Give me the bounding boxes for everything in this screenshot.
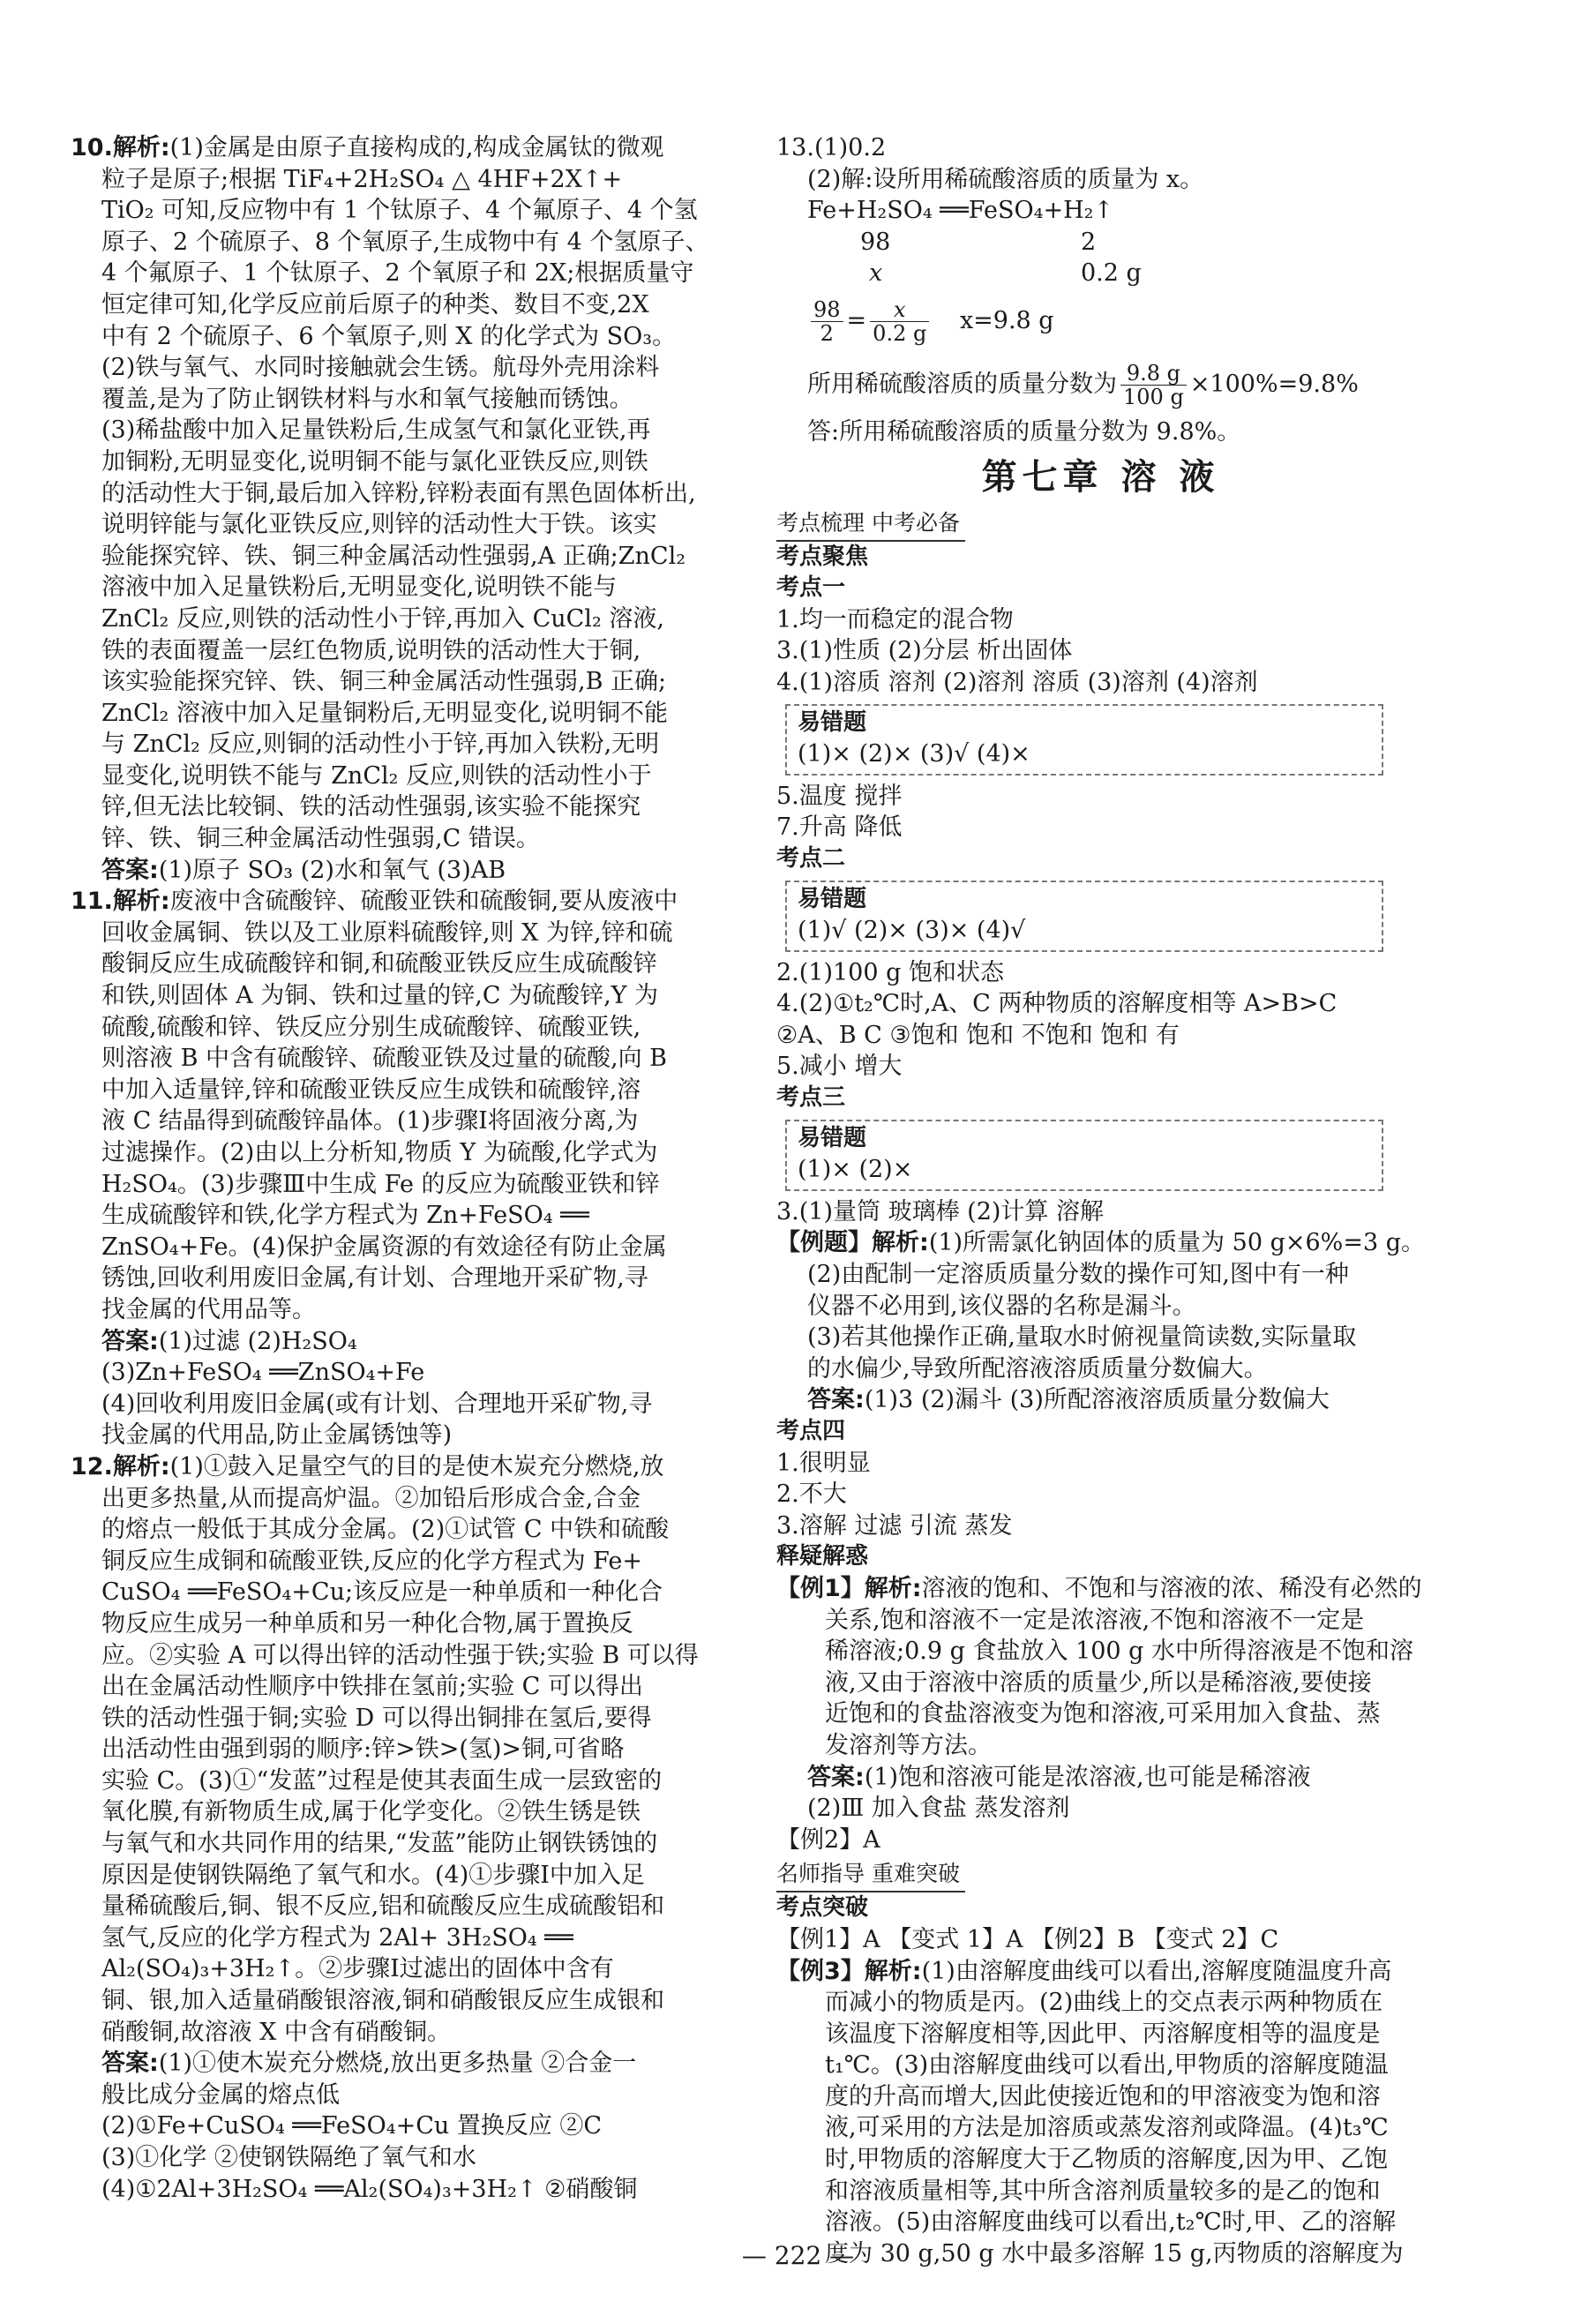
left-text-line: 该实验能探究锌、铁、铜三种金属活动性强弱,B 正确;	[101, 668, 667, 696]
left-text-line: 找金属的代用品,防止金属锈蚀等)	[101, 1421, 453, 1450]
q13-percentage	[776, 353, 1425, 416]
left-text-line: 生成硫酸锌和铁,化学方程式为 Zn+FeSO₄ ══	[101, 1202, 589, 1230]
left-text-line: 显变化,说明铁不能与 ZnCl₂ 反应,则铁的活动性小于	[101, 761, 652, 790]
left-text-line: Al₂(SO₄)₃+3H₂↑。②步骤Ⅰ过滤出的固体中含有	[101, 1955, 614, 1983]
point3-line: 答案:(1)3 (2)漏斗 (3)所配溶液溶质质量分数偏大	[807, 1386, 1330, 1414]
left-text-line: 氧化膜,有新物质生成,属于化学变化。②铁生锈是铁	[101, 1798, 641, 1826]
breakthrough-line: 【例3】解析:(1)由溶解度曲线可以看出,溶解度随温度升高	[776, 1957, 1392, 1985]
point3-line: (3)若其他操作正确,量取水时俯视量筒读数,实际量取	[807, 1323, 1357, 1352]
point2-line: ②A、B C ③饱和 饱和 不饱和 饱和 有	[776, 1021, 1180, 1049]
chapter-title: 第七章 溶 液	[981, 455, 1220, 498]
left-text-line: 验能探究锌、铁、铜三种金属活动性强弱,A 正确;ZnCl₂	[101, 542, 686, 570]
left-text-line: 则溶液 B 中含有硫酸锌、硫酸亚铁及过量的硫酸,向 B	[101, 1045, 668, 1073]
pct-label: 所用稀硫酸溶质的质量分数为	[807, 370, 1117, 398]
left-text-line: 中加入适量锌,锌和硫酸亚铁反应生成铁和硫酸锌,溶	[101, 1076, 641, 1104]
point3-line: 的水偏少,导致所配溶液溶质质量分数偏大。	[807, 1354, 1268, 1383]
left-text-line: 锌、铁、铜三种金属活动性强弱,C 错误。	[101, 825, 540, 853]
breakthrough-line: 时,甲物质的溶解度大于乙物质的溶解度,因为甲、乙饱	[825, 2146, 1389, 2174]
point1-more-line: 5.温度 搅拌	[776, 782, 903, 810]
clarify-line: 发溶剂等方法。	[825, 1731, 992, 1759]
point4-lines	[776, 1448, 1425, 1542]
left-text-line: 回收金属铜、铁以及工业原料硫酸锌,则 X 为锌,锌和硫	[101, 918, 673, 947]
left-text-line: 铁的活动性强于铜;实验 D 可以得出铜排在氢后,要得	[101, 1704, 652, 1732]
left-text-line: 粒子是原子;根据 TiF₄+2H₂SO₄ △ 4HF+2X↑+	[101, 165, 623, 193]
breakthrough-lines	[776, 1924, 1425, 2270]
left-text-line: 锌,但无法比较铜、铁的活动性强弱,该实验不能探究	[101, 793, 641, 821]
left-text-line: ZnCl₂ 溶液中加入足量铜粉后,无明显变化,说明铜不能	[101, 699, 669, 727]
right-column	[776, 132, 1425, 2269]
left-text-line: 硝酸铜,故溶液 X 中含有硝酸铜。	[101, 2018, 451, 2046]
equals-sign: =	[846, 306, 867, 334]
left-text-line: 11.解析:废液中含硫酸锌、硫酸亚铁和硫酸铜,要从废液中	[71, 888, 678, 916]
point1-line: 4.(1)溶质 溶剂 (2)溶剂 溶质 (3)溶剂 (4)溶剂	[776, 668, 1258, 696]
left-text-line: 的活动性大于铜,最后加入锌粉,锌粉表面有黑色固体析出,	[101, 479, 696, 507]
clarify-line: 答案:(1)饱和溶液可能是浓溶液,也可能是稀溶液	[807, 1763, 1311, 1791]
error-box-answers: (1)× (2)×	[798, 1156, 913, 1184]
left-text-line: ZnCl₂ 反应,则铁的活动性小于锌,再加入 CuCl₂ 溶液,	[101, 604, 664, 633]
q13-solution: x=9.8 g	[959, 306, 1054, 334]
clarify-line: 【例1】解析:溶液的饱和、不饱和与溶液的浓、稀没有必然的	[776, 1574, 1422, 1602]
left-text-line: 过滤操作。(2)由以上分析知,物质 Y 为硫酸,化学式为	[101, 1139, 658, 1166]
q13-mass-row	[776, 227, 1425, 259]
error-box-title: 易错题	[798, 885, 867, 912]
left-text-line: (4)①2Al+3H₂SO₄ ══Al₂(SO₄)₃+3H₂↑ ②硝酸铜	[101, 2175, 638, 2203]
left-text-line: 铜、银,加入适量硝酸银溶液,铜和硝酸银反应生成银和	[101, 1987, 665, 2015]
point4-line: 1.很明显	[776, 1449, 871, 1477]
left-text-line: 中有 2 个硫原子、6 个氧原子,则 X 的化学式为 SO₃。	[101, 322, 677, 350]
q13-var-row	[776, 258, 1425, 289]
breakthrough-line: 该温度下溶解度相等,因此甲、丙溶解度相等的温度是	[825, 2020, 1381, 2048]
left-text-line: 答案:(1)过滤 (2)H₂SO₄	[101, 1327, 357, 1355]
q13-answer: 答:所用稀硫酸溶质的质量分数为 9.8%。	[807, 417, 1241, 446]
left-text-line: 4 个氟原子、1 个钛原子、2 个氧原子和 2X;根据质量守	[101, 259, 694, 288]
q13-mass-2: 2	[1081, 228, 1097, 256]
q13-mass-98: 98	[860, 228, 891, 256]
point1-more-lines	[776, 781, 1425, 843]
section-bar-review: 考点梳理 中考必备	[776, 508, 965, 542]
left-text-line: 与 ZnCl₂ 反应,则铜的活动性小于锌,再加入铁粉,无明	[101, 731, 660, 759]
heading-breakthrough: 考点突破	[776, 1894, 869, 1922]
q13-equation: Fe+H₂SO₄ ══FeSO₄+H₂↑	[807, 197, 1114, 225]
breakthrough-line: 液,可采用的方法是加溶质或蒸发溶剂或降温。(4)t₃℃	[825, 2114, 1389, 2142]
heading-point3: 考点三	[776, 1084, 846, 1112]
left-text-line: CuSO₄ ══FeSO₄+Cu;该反应是一种单质和一种化合	[101, 1578, 663, 1607]
error-box-title: 易错题	[798, 708, 867, 736]
left-text-line: 说明锌能与氯化亚铁反应,则锌的活动性大于铁。该实	[101, 511, 657, 539]
left-text-line: 酸铜反应生成硫酸锌和铜,和硫酸亚铁反应生成硫酸锌	[101, 950, 657, 978]
point2-line: 4.(2)①t₂℃时,A、C 两种物质的溶解度相等 A>B>C	[776, 990, 1337, 1018]
clarify-lines	[776, 1573, 1425, 1855]
point3-line: 仪器不必用到,该仪器的名称是漏斗。	[807, 1292, 1196, 1320]
left-text-line: 铁的表面覆盖一层红色物质,说明铁的活动性大于铜,	[101, 636, 641, 664]
heading-focus: 考点聚焦	[776, 543, 869, 570]
clarify-line: 关系,饱和溶液不一定是浓溶液,不饱和溶液不一定是	[825, 1606, 1365, 1634]
left-text-line: 硫酸,硫酸和锌、铁反应分别生成硫酸锌、硫酸亚铁,	[101, 1013, 641, 1041]
left-text-line: 原子、2 个硫原子、8 个氧原子,生成物中有 4 个氢原子、	[101, 228, 709, 256]
left-text-line: 答案:(1)原子 SO₃ (2)水和氧气 (3)AB	[101, 856, 506, 884]
point3-line: (2)由配制一定溶质质量分数的操作可知,图中有一种	[807, 1261, 1349, 1289]
point1-lines	[776, 604, 1425, 699]
q13-var-02g: 0.2 g	[1081, 259, 1142, 288]
fraction: $\frac{9.8 g}{100 g}$	[1120, 362, 1187, 408]
error-box-2	[785, 881, 1383, 952]
point2-line: 2.(1)100 g 饱和状态	[776, 958, 1004, 986]
point2-line: 5.减小 增大	[776, 1053, 903, 1081]
point4-line: 2.不大	[776, 1480, 847, 1509]
point1-line: 3.(1)性质 (2)分层 析出固体	[776, 637, 1073, 665]
left-column	[71, 132, 709, 2205]
q13-var-x: x	[869, 259, 883, 288]
clarify-line: (2)Ⅲ 加入食盐 蒸发溶剂	[807, 1795, 1070, 1823]
fraction: $\frac{98}{2}$	[811, 298, 843, 345]
clarify-line: 【例2】A	[776, 1825, 880, 1854]
left-text-line: (3)Zn+FeSO₄ ══ZnSO₄+Fe	[101, 1359, 425, 1387]
left-text-line: ZnSO₄+Fe。(4)保护金属资源的有效途径有防止金属	[101, 1233, 667, 1261]
fraction: $\frac{x}{0.2 g}$	[870, 298, 929, 345]
left-text-line: (2)①Fe+CuSO₄ ══FeSO₄+Cu 置换反应 ②C	[101, 2112, 603, 2140]
heading-point1: 考点一	[776, 574, 846, 602]
point3-lines	[776, 1196, 1425, 1416]
left-text-line: 铜反应生成铜和硫酸亚铁,反应的化学方程式为 Fe+	[101, 1547, 643, 1575]
point1-more-line: 7.升高 降低	[776, 813, 903, 842]
heading-point4: 考点四	[776, 1418, 846, 1444]
error-box-answers: (1)× (2)× (3)√ (4)×	[798, 740, 1030, 768]
left-text-line: 出更多热量,从而提高炉温。②加铅后形成合金,合金	[101, 1484, 641, 1512]
error-box-title: 易错题	[798, 1124, 867, 1151]
left-text-line: 氢气,反应的化学方程式为 2Al+ 3H₂SO₄ ══	[101, 1923, 573, 1952]
left-text-line: 加铜粉,无明显变化,说明铜不能与氯化亚铁反应,则铁	[101, 447, 648, 476]
left-text-line: 物反应生成另一种单质和另一种化合物,属于置换反	[101, 1609, 633, 1638]
heading-point2: 考点二	[776, 844, 846, 872]
clarify-line: 液,又由于溶液中溶质的质量少,所以是稀溶液,要使接	[825, 1668, 1372, 1697]
left-text-line: 答案:(1)①使木炭充分燃烧,放出更多热量 ②合金一	[101, 2050, 637, 2078]
left-text-line: 应。②实验 A 可以得出锌的活动性强于铁;实验 B 可以得	[101, 1641, 699, 1669]
page-number-text: — 222 —	[741, 2241, 855, 2270]
point2-lines	[776, 957, 1425, 1083]
point1-line: 1.均一而稳定的混合物	[776, 605, 1014, 633]
point3-line: 3.(1)量筒 玻璃棒 (2)计算 溶解	[776, 1197, 1104, 1225]
breakthrough-line: 溶液。(5)由溶解度曲线可以看出,t₂℃时,甲、乙的溶解	[825, 2208, 1397, 2237]
point3-line: 【例题】解析:(1)所需氯化钠固体的质量为 50 g×6%=3 g。	[776, 1229, 1425, 1257]
left-text-line: 原因是使钢铁隔绝了氧气和水。(4)①步骤Ⅰ中加入足	[101, 1861, 645, 1889]
error-box-answers: (1)√ (2)× (3)× (4)√	[798, 917, 1026, 945]
heading-clarify: 释疑解惑	[776, 1543, 869, 1570]
section-bar-teacher: 名师指导 重难突破	[776, 1859, 965, 1893]
left-text-line: (4)回收利用废旧金属(或有计划、合理地开采矿物,寻	[101, 1390, 653, 1418]
left-text-line: 锈蚀,回收利用废旧金属,有计划、合理地开采矿物,寻	[101, 1264, 648, 1293]
left-text-line: (3)稀盐酸中加入足量铁粉后,生成氢气和氯化亚铁,再	[101, 416, 651, 445]
breakthrough-line: 而减小的物质是丙。(2)曲线上的交点表示两种物质在	[825, 1989, 1383, 2017]
left-text-line: 出活动性由强到弱的顺序:锌>铁>(氢)>铜,可省略	[101, 1735, 625, 1764]
left-text-line: 找金属的代用品等。	[101, 1295, 316, 1323]
left-text-line: 恒定律可知,化学反应前后原子的种类、数目不变,2X	[101, 290, 649, 319]
breakthrough-line: 和溶液质量相等,其中所含溶剂质量较多的是乙的饱和	[825, 2177, 1381, 2205]
error-box-1	[785, 704, 1383, 776]
left-text-line: 覆盖,是为了防止钢铁材料与水和氧气接触而锈蚀。	[101, 385, 633, 413]
pct-result: ×100%=9.8%	[1189, 370, 1359, 398]
left-text-line: 12.解析:(1)①鼓入足量空气的目的是使木炭充分燃烧,放	[71, 1452, 664, 1480]
left-text-line: 的熔点一般低于其成分金属。(2)①试管 C 中铁和硫酸	[101, 1516, 670, 1544]
clarify-line: 稀溶液;0.9 g 食盐放入 100 g 水中所得溶液是不饱和溶	[825, 1638, 1414, 1666]
left-text-line: 出在金属活动性顺序中铁排在氢前;实验 C 可以得出	[101, 1673, 643, 1701]
left-text-line: 和铁,则固体 A 为铜、铁和过量的锌,C 为硫酸锌,Y 为	[101, 982, 659, 1010]
left-text-line: H₂SO₄。(3)步骤Ⅲ中生成 Fe 的反应为硫酸亚铁和锌	[101, 1170, 660, 1198]
left-text-line: 实验 C。(3)①“发蓝”过程是使其表面生成一层致密的	[101, 1766, 663, 1795]
left-text-line: 液 C 结晶得到硫酸锌晶体。(1)步骤Ⅰ将固液分离,为	[101, 1107, 639, 1136]
left-text-line: 溶液中加入足量铁粉后,无明显变化,说明铁不能与	[101, 573, 618, 602]
breakthrough-line: 度的升高而增大,因此使接近饱和的甲溶液变为饱和溶	[825, 2082, 1381, 2110]
left-text-line: TiO₂ 可知,反应物中有 1 个钛原子、4 个氟原子、4 个氢	[101, 197, 698, 225]
left-text-line: 10.解析:(1)金属是由原子直接构成的,构成金属钛的微观	[71, 134, 664, 161]
q13-line2: (2)解:设所用稀硫酸溶质的质量为 x。	[807, 165, 1204, 193]
q13-proportion	[776, 289, 1425, 353]
q13-line1: 13.(1)0.2	[776, 134, 887, 161]
left-text-line: (2)铁与氧气、水同时接触就会生锈。航母外壳用涂料	[101, 354, 660, 382]
error-box-3	[785, 1120, 1383, 1191]
point4-line: 3.溶解 过滤 引流 蒸发	[776, 1511, 1013, 1540]
breakthrough-line: t₁℃。(3)由溶解度曲线可以看出,甲物质的溶解度随温	[825, 2051, 1389, 2080]
page-number	[0, 2241, 1596, 2270]
left-text-line: 般比成分金属的熔点低	[101, 2080, 340, 2109]
breakthrough-line: 度为 30 g,50 g 水中最多溶解 15 g,丙物质的溶解度为	[825, 2239, 1404, 2267]
left-text-line: 量稀硫酸后,铜、银不反应,铝和硫酸反应生成硫酸铝和	[101, 1893, 665, 1921]
breakthrough-line: 【例1】A 【变式 1】A 【例2】B 【变式 2】C	[776, 1925, 1279, 1953]
left-text-line: (3)①化学 ②使钢铁隔绝了氧气和水	[101, 2144, 476, 2171]
clarify-line: 近饱和的食盐溶液变为饱和溶液,可采用加入食盐、蒸	[825, 1700, 1381, 1728]
left-text-line: 与氧气和水共同作用的结果,“发蓝”能防止钢铁锈蚀的	[101, 1830, 658, 1858]
